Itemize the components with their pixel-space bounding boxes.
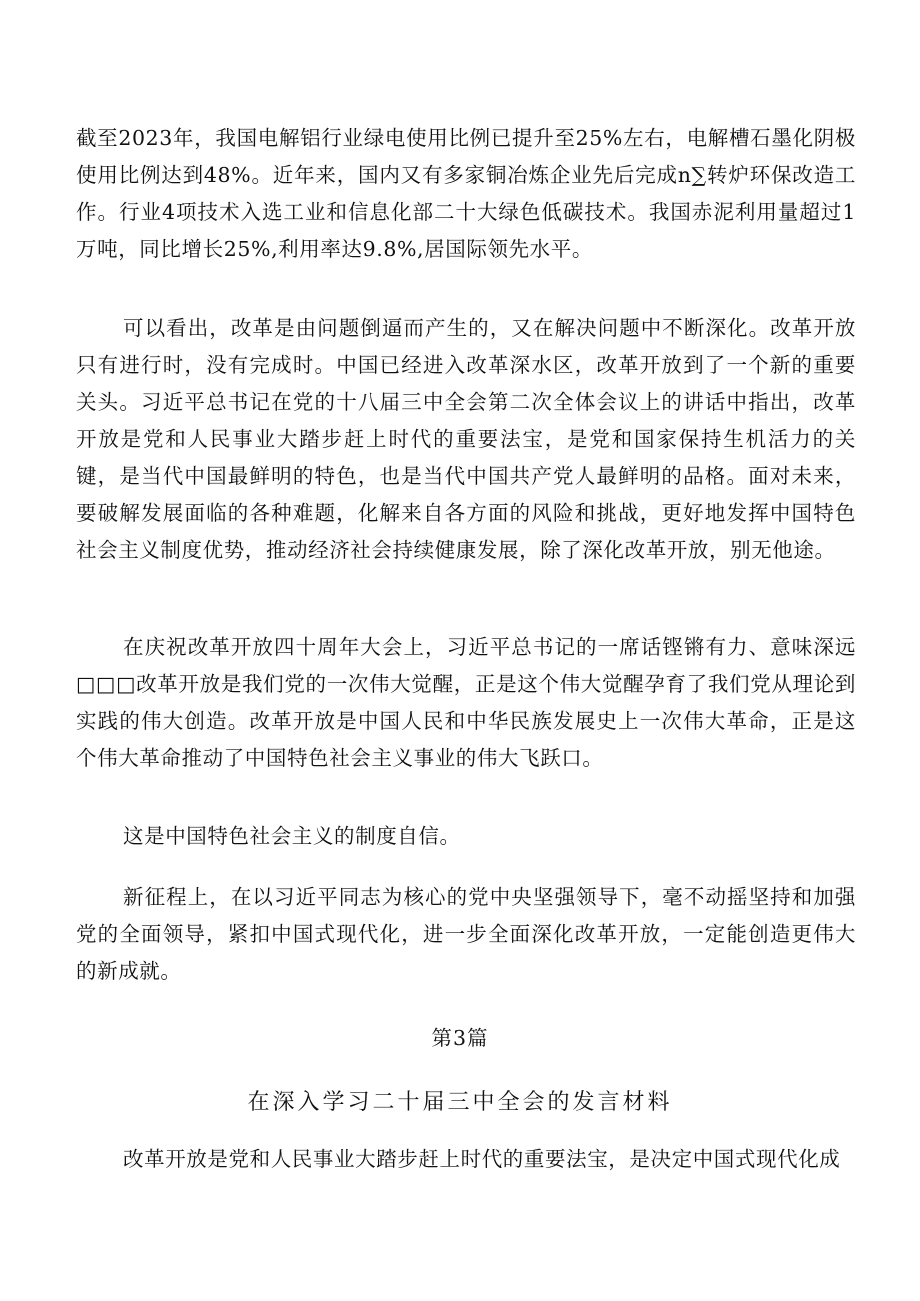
section-label: 第3篇 xyxy=(431,1026,489,1050)
paragraph-forty-anniversary: 在庆祝改革开放四十周年大会上，习近平总书记的一席话铿锵有力、意味深远□□□改革开放是我们党的一次伟大觉醒，正是这个伟大觉醒孕育了我们党从理论到实践的伟大创造。改革开放是中国人民和中华民族发展史上一次伟大革命，正是这个伟大革命推动了中国特色社会主义事业的伟大飞跃口。 xyxy=(76,635,856,770)
paragraph-system-confidence: 这是中国特色社会主义的制度自信。 xyxy=(123,824,461,848)
paragraph-reform-deepening: 可以看出，改革是由问题倒逼而产生的，又在解决问题中不断深化。改革开放只有进行时，没有完成时。中国已经进入改革深水区，改革开放到了一个新的重要关头。习近平总书记在党的十八届三中全会第二次全体会议上的讲话中指出，改革开放是党和人民事业大踏步赶上时代的重要法宝，是党和国家保持生机活力的关键，是当代中国最鲜明的特色，也是当代中国共产党人最鲜明的品格。面对未来，要破解发展面临的各种难题，化解来自各方面的风险和挑战，更好地发挥中国特色社会主义制度优势，推动经济社会持续健康发展，除了深化改革开放，别无他途。 xyxy=(76,316,856,562)
paragraph-new-journey: 新征程上，在以习近平同志为核心的党中央坚强领导下，毫不动摇坚持和加强党的全面领导，紧扣中国式现代化，进一步全面深化改革开放，一定能创造更伟大的新成就。 xyxy=(76,885,856,983)
paragraph-aluminum-green-power: 截至2023年，我国电解铝行业绿电使用比例已提升至25%左右，电解槽石墨化阴极使用比例达到48%。近年来，国内又有多家铜冶炼企业先后完成n∑转炉环保改造工作。行业4项技术入选工业和信息化部二十大绿色低碳技术。我国赤泥利用量超过1万吨，同比增长25%,利用率达9.8%,居国际领先水平。 xyxy=(76,126,856,261)
paragraph-reform-treasure: 改革开放是党和人民事业大踏步赶上时代的重要法宝，是决定中国式现代化成 xyxy=(123,1147,841,1171)
document-title: 在深入学习二十届三中全会的发言材料 xyxy=(247,1090,673,1115)
